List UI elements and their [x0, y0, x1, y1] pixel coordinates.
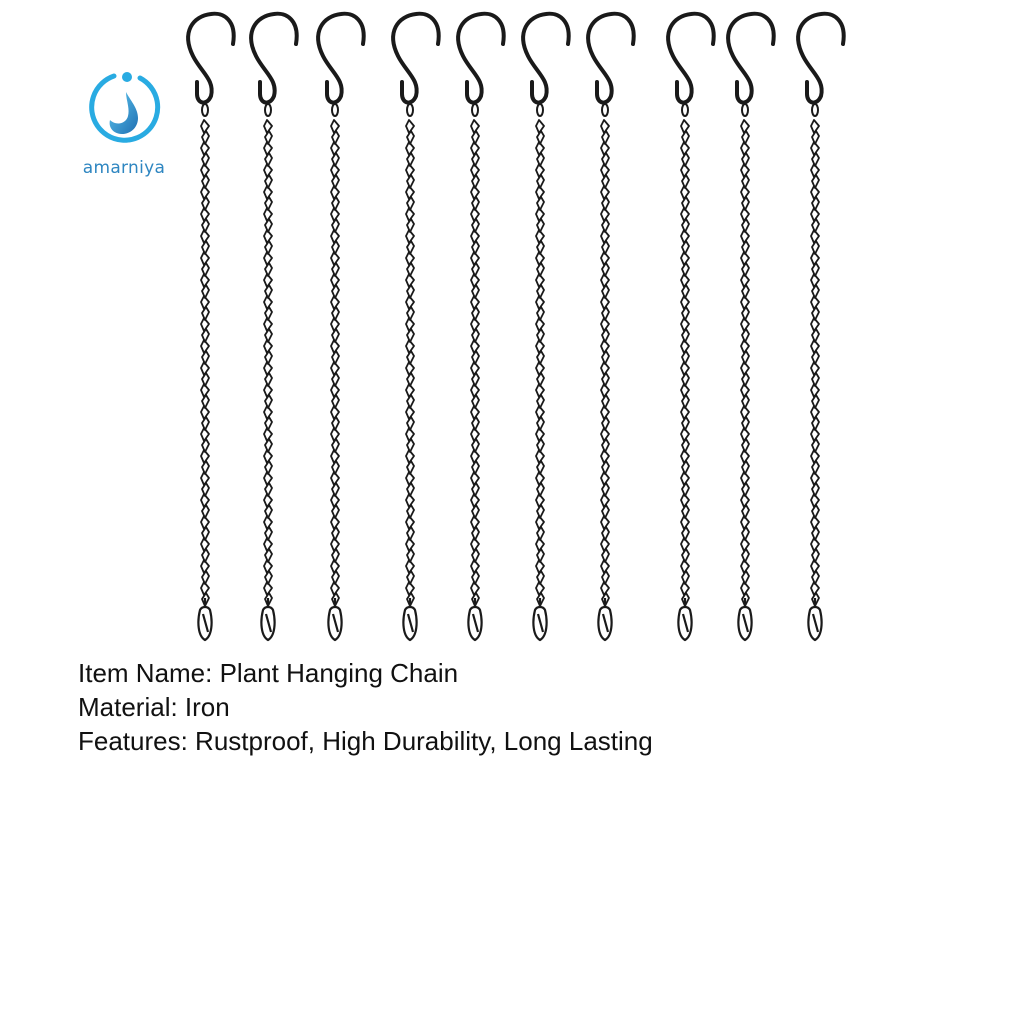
link-ring — [682, 104, 688, 116]
s-hook — [728, 14, 774, 103]
s-hook — [458, 14, 504, 103]
link-ring — [265, 104, 271, 116]
hanging-chain — [318, 14, 364, 640]
hanging-chain — [798, 14, 844, 640]
brand-name: amarniya — [82, 158, 166, 178]
link-ring — [812, 104, 818, 116]
link-ring — [202, 104, 208, 116]
features-text: Features: Rustproof, High Durability, Long Lasting — [78, 726, 653, 756]
s-hook — [188, 14, 234, 103]
snap-clip — [808, 598, 821, 640]
s-hook — [523, 14, 569, 103]
snap-clip — [533, 598, 546, 640]
hanging-chain — [188, 14, 234, 640]
snap-clip — [198, 598, 211, 640]
product-specs — [78, 656, 653, 758]
s-hook — [393, 14, 439, 103]
snap-clip — [598, 598, 611, 640]
hanging-chain — [588, 14, 634, 640]
link-ring — [537, 104, 543, 116]
hanging-chain — [523, 14, 569, 640]
hanging-chain — [251, 14, 297, 640]
snap-clip — [328, 598, 341, 640]
snap-clip — [738, 598, 751, 640]
hanging-chain — [393, 14, 439, 640]
hanging-chain — [458, 14, 504, 640]
material-text: Material: Iron — [78, 692, 230, 722]
s-hook — [798, 14, 844, 103]
hanging-chain — [728, 14, 774, 640]
link-ring — [602, 104, 608, 116]
link-ring — [332, 104, 338, 116]
snap-clip — [678, 598, 691, 640]
snap-clip — [468, 598, 481, 640]
s-hook — [318, 14, 364, 103]
s-hook — [588, 14, 634, 103]
link-ring — [742, 104, 748, 116]
snap-clip — [403, 598, 416, 640]
item-name-text: Item Name: Plant Hanging Chain — [78, 658, 459, 688]
link-ring — [407, 104, 413, 116]
link-ring — [472, 104, 478, 116]
s-hook — [668, 14, 714, 103]
s-hook — [251, 14, 297, 103]
hanging-chain — [668, 14, 714, 640]
snap-clip — [261, 598, 274, 640]
